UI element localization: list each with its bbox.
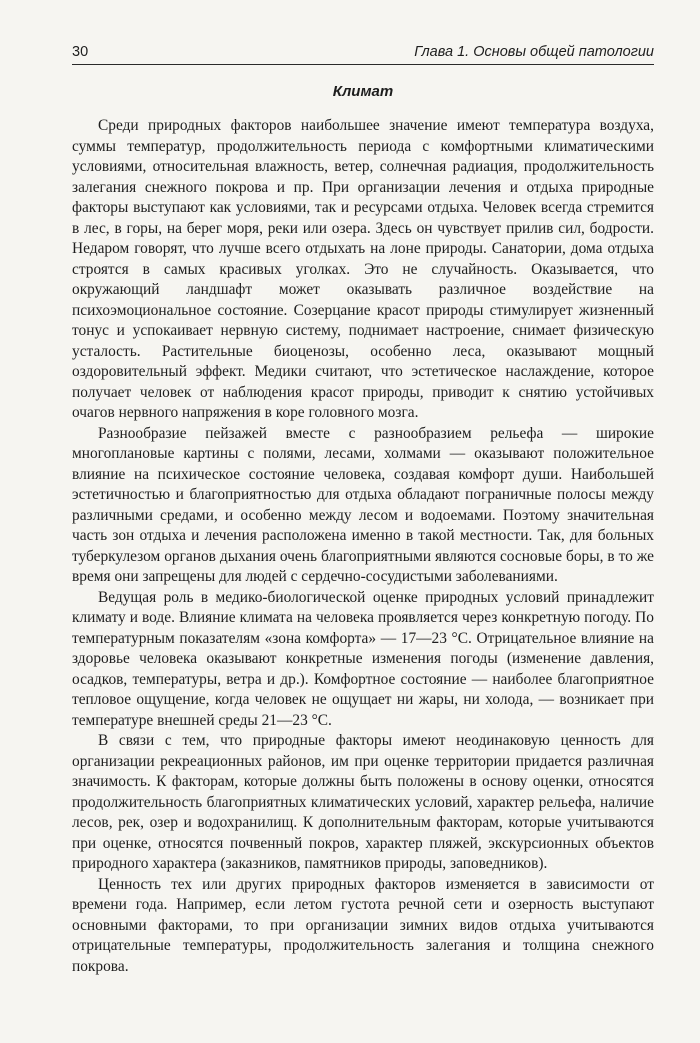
paragraph: Среди природных факторов наибольшее значение имеют температура воздуха, суммы температур, продолжительность периода с комфортными климатическими условиями, относительная влажность, ветер, солнечная радиация, продолжительность залегания снежного покрова и пр. При организации лечения и отдыха природные факторы выступают как условиями, так и ресурсами отдыха. Человек всегда стремится в лес, в горы, на берег моря, реки или озера. Здесь он чувствует прилив сил, бодрости. Недаром говорят, что лучше всего отдыхать на лоне природы. Санатории, дома отдыха строятся в самых красивых уголках. Это не случайность. Оказывается, что окружающий ландшафт может оказывать различное воздействие на психоэмоциональное состояние. Созерцание красот природы стимулирует жизненный тонус и успокаивает нервную систему, поднимает настроение, снимает физическую усталость. Растительные биоценозы, особенно леса, оказывают мощный оздоровительный эффект. Медики считают, что эстетическое наслаждение, которое получает человек от наблюдения красот природы, приводит к снятию устойчивых очагов нервного напряжения в коре головного мозга. <box>72 117 654 421</box>
section-heading: Климат <box>332 83 394 100</box>
chapter-title: Глава 1. Основы общей патологии <box>414 44 654 60</box>
paragraph: Ценность тех или других природных факторов изменяется в зависимости от времени года. Например, если летом густота речной сети и озерность выступают основными факторами, то при организации зимних видов отдыха учитываются отрицательные температуры, продолжительность залегания и толщина снежного покрова. <box>72 875 654 975</box>
body-text <box>72 116 654 977</box>
running-header <box>72 44 654 65</box>
paragraph: Ведущая роль в медико-биологической оценке природных условий принадлежит климату и воде. Влияние климата на человека проявляется через конкретную погоду. По температурным показателям «зона комфорта» — 17—23 °С. Отрицательное влияние на здоровье человека оказывают конкретные изменения погоды (изменение давления, осадков, температуры, ветра и др.). Комфортное состояние — наиболее благоприятное тепловое ощущение, когда человек не ощущает ни жары, ни холода, — возникает при температуре внешней среды 21—23 °С. <box>72 588 654 729</box>
page-number: 30 <box>72 44 89 60</box>
paragraph: В связи с тем, что природные факторы имеют неодинаковую ценность для организации рекреационных районов, им при оценке территории придается различная значимость. К факторам, которые должны быть положены в основу оценки, относятся продолжительность благоприятных климатических условий, характер рельефа, наличие лесов, рек, озер и водохранилищ. К дополнительным факторам, которые учитываются при оценке, относятся почвенный покров, характер пляжей, экскурсионных объектов природного характера (заказников, памятников природы, заповедников). <box>72 732 654 872</box>
paragraph: Разнообразие пейзажей вместе с разнообразием рельефа — широкие многоплановые картины с полями, лесами, холмами — оказывают положительное влияние на психическое состояние человека, создавая комфорт души. Наибольшей эстетичностью и благоприятностью для отдыха обладают пограничные полосы между различными средами, и особенно между лесом и водоемами. Поэтому значительная часть зон отдыха и лечения расположена именно в такой местности. Так, для больных туберкулезом органов дыхания очень благоприятными являются сосновые боры, в то же время они запрещены для людей с сердечно-сосудистыми заболеваниями. <box>72 424 654 585</box>
